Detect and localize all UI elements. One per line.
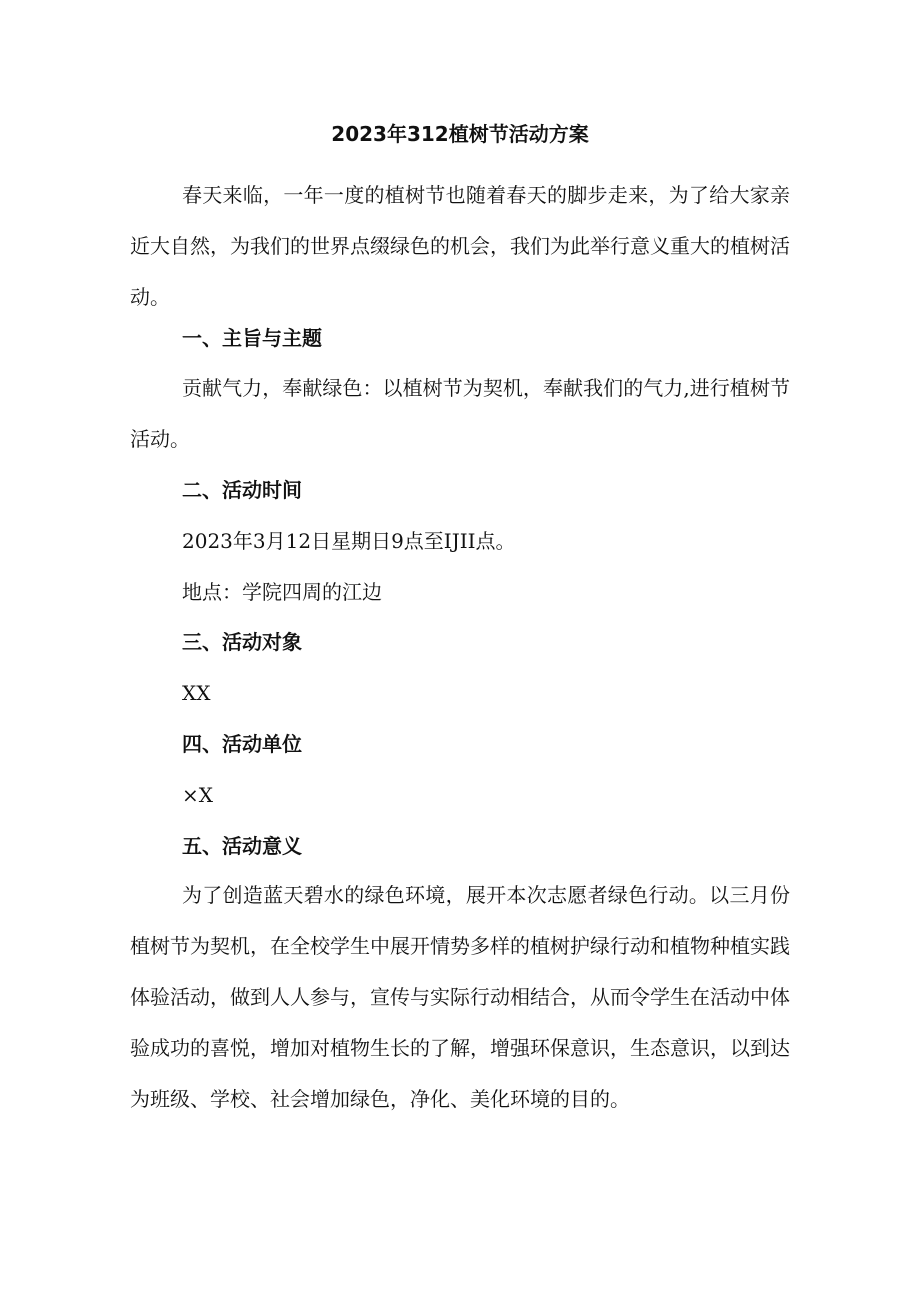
section-line-audience: XX [182,681,211,705]
section-line-time: 2023年3月12日星期日9点至IJII点。 [182,529,516,553]
document-title: 2023年312植树节活动方案 [331,122,589,146]
section-heading-organizer: 四、活动单位 [182,732,302,756]
section-line-location: 地点：学院四周的江边 [182,580,382,604]
section-text-significance: 为了创造蓝天碧水的绿色环境，展开本次志愿者绿色行动。以三月份植树节为契机，在全校学生中展开情势多样的植树护绿行动和植物种植实践体验活动，做到人人参与，宣传与实际行动相结合，从而令学生在活动中体验成功的喜悦，增加对植物生长的了解，增强环保意识，生态意识，以到达为班级、学校、社会增加绿色，净化、美化环境的目的。 [130,883,790,1111]
section-line-organizer: ×X [182,783,213,807]
section-heading-purpose: 一、主旨与主题 [182,326,322,350]
section-heading-significance: 五、活动意义 [182,834,302,858]
section-heading-time: 二、活动时间 [182,478,302,502]
section-heading-audience: 三、活动对象 [182,630,302,654]
section-text-purpose: 贡献气力，奉献绿色：以植树节为契机，奉献我们的气力,进行植树节活动。 [130,376,790,451]
intro-paragraph: 春天来临，一年一度的植树节也随着春天的脚步走来，为了给大家亲近大自然，为我们的世界点缀绿色的机会，我们为此举行意义重大的植树活动。 [130,183,790,309]
